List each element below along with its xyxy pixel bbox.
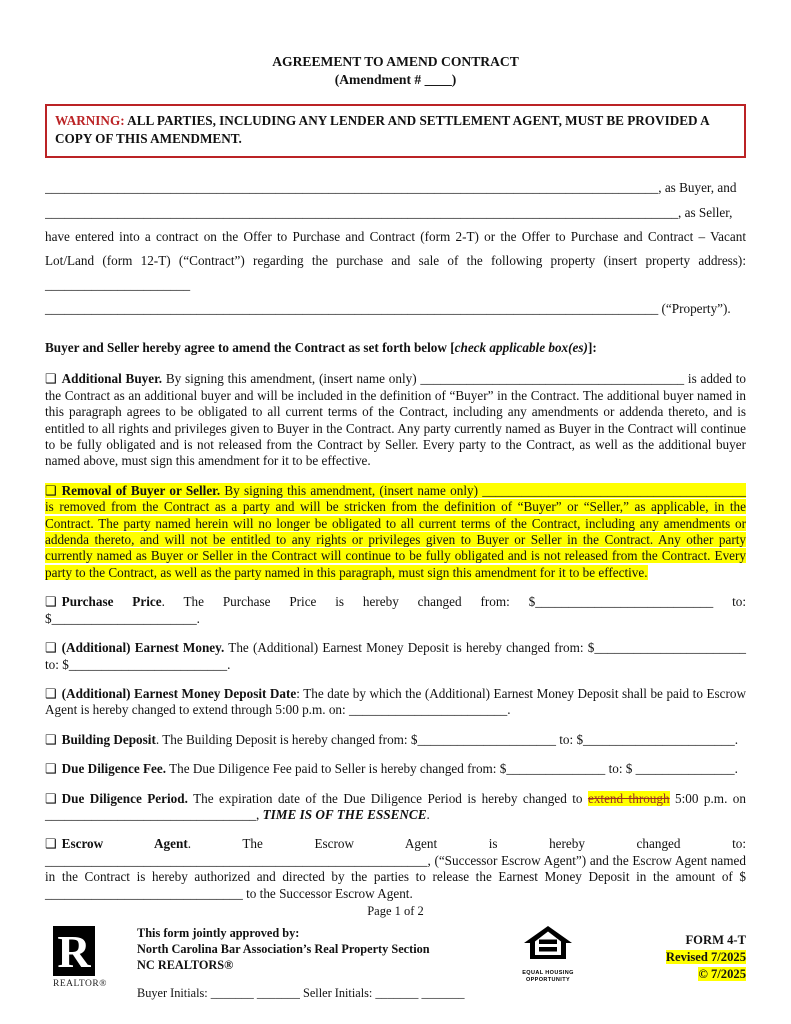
form-id-block [666, 932, 746, 983]
text-run: ______________________ [45, 277, 191, 292]
text-run: _____________________ [417, 731, 556, 747]
text-run: . [426, 806, 430, 822]
text-run: 5:00 p.m. on [669, 790, 746, 806]
removal-of-buyer-or-seller-checkbox[interactable]: ❑ [45, 482, 57, 498]
page-footer [45, 898, 746, 1024]
text-run: . The Escrow Agent is hereby changed to: [187, 836, 746, 852]
escrow-agent-checkbox[interactable]: ❑ [45, 836, 57, 852]
text-run: . [227, 656, 231, 672]
page-number: Page 1 of 2 [367, 904, 424, 918]
text-run: to: $ [45, 656, 69, 672]
text-run: ________________________________ [45, 806, 256, 822]
text-run: to the Successor Escrow Agent. [242, 885, 413, 901]
text-run: ________________________ [348, 702, 508, 718]
approval-block [137, 925, 430, 973]
agree-instruction [45, 340, 746, 356]
text-run: By signing this amendment, (insert name only) [220, 482, 483, 498]
text-run: TIME IS OF THE ESSENCE [262, 806, 427, 822]
escrow-agent [45, 836, 746, 902]
text-run: Additional Buyer. [61, 371, 163, 387]
text-run: _____________________________________________________________________________________________ [45, 301, 659, 316]
contract-intro [45, 225, 746, 321]
purchase-price-checkbox[interactable]: ❑ [45, 594, 57, 610]
additional-buyer [45, 371, 746, 469]
text-run: __________________________________________________________ [45, 852, 428, 868]
text-run: to: $ [555, 731, 584, 747]
text-run: . [196, 610, 200, 626]
text-run: _______________ [635, 761, 735, 777]
text-run: (Additional) Earnest Money. [61, 640, 225, 656]
realtor-logo [53, 926, 111, 989]
text-run: The (Additional) Earnest Money Deposit is hereby changed from: $ [224, 640, 595, 656]
text-run: , (“Successor Escrow Agent”) and the Escrow Agent named in the Contract is hereby authorized and directed by the parties to release the Earnest Money Deposit in the amount of $ [45, 852, 746, 885]
initials-line: Buyer Initials: _______ _______ Seller Initials: _______ _______ [137, 986, 465, 1000]
text-run: . The Building Deposit is hereby changed from: $ [155, 731, 418, 747]
form-copyright: © 7/2025 [698, 967, 746, 981]
text-run: ]: [587, 340, 597, 355]
text-run: . [507, 702, 511, 718]
party-line-buyer [45, 175, 746, 200]
text-run: to: $ [45, 594, 747, 626]
due-diligence-period [45, 791, 746, 824]
warning-label: WARNING: [55, 113, 125, 128]
text-run: . [734, 761, 738, 777]
removal-of-buyer-or-seller [45, 483, 746, 581]
text-run: _______________________ [583, 731, 735, 747]
due-diligence-fee-checkbox[interactable]: ❑ [45, 761, 57, 777]
approval-line-3: NC REALTORS® [137, 958, 234, 972]
text-run: to: $ [605, 761, 636, 777]
text-run: Removal of Buyer or Seller. [61, 482, 221, 498]
text-run: is removed from the Contract as a party and will be stricken from the definition of “Buyer” or “Seller,” as applicable, in the Contract. The party named herein will no longer be obligated to all current terms of the Contract, including any amendments or addenda thereto, and will not be entitled to any rights or privileges given to Buyer or Seller in the Contract. Any other party currently named as Buyer or Seller in the Contract will continue to be fully obligated and is not released from the Contract. Every party to the Contract, as well as the party named in this paragraph, must sign this amendment for it to be effective. [45, 499, 746, 580]
equal-housing-icon [523, 926, 573, 966]
text-run: The Due Diligence Fee paid to Seller is hereby changed from: $ [166, 761, 507, 777]
text-run: ______________________ [51, 610, 197, 626]
additional-earnest-money [45, 640, 746, 673]
document-body [45, 175, 746, 902]
text-run: have entered into a contract on the Offer to Purchase and Contract (form 2-T) or the Offer to Purchase and Contract – Vacant Lot/Land (form 12-T) (“Contract”) regarding the purchase and sale of the following property (insert property address): [45, 229, 746, 268]
text-run: By signing this amendment, (insert name only) [162, 371, 421, 387]
approval-line-2: North Carolina Bar Association’s Real Property Section [137, 942, 430, 956]
text-run: , as Seller, [678, 205, 733, 220]
text-run: Buyer and Seller hereby agree to amend the Contract as set forth below [ [45, 340, 455, 355]
building-deposit-checkbox[interactable]: ❑ [45, 731, 57, 747]
purchase-price [45, 594, 746, 627]
text-run: , as Buyer, and [658, 180, 737, 195]
warning-box [45, 104, 746, 158]
due-diligence-period-checkbox[interactable]: ❑ [45, 790, 57, 806]
text-run: _______________ [506, 761, 606, 777]
additional-buyer-checkbox[interactable]: ❑ [45, 371, 57, 387]
text-run: : The date by which the (Additional) Earnest Money Deposit shall be paid to Escrow Agent is hereby changed to extend through 5:00 p.m. on: [45, 685, 746, 718]
text-run: Purchase Price [61, 594, 162, 610]
party-line-seller [45, 200, 746, 225]
text-run: is added to the Contract as an additional buyer and will be included in the definition of “Buyer” in the Contract. The additional buyer named in this paragraph agrees to be obligated to all current terms of the Contract, including any amendments or addenda thereto, and is entitled to all rights and privileges given to Buyer in the Contract. Any party currently named as Buyer in the Contract will continue to be fully obligated and is not released from the Contract by Seller. Every party to the Contract, as well as the additional buyer named above, must sign this amendment for it to be effective. [45, 371, 746, 469]
warning-text: ALL PARTIES, INCLUDING ANY LENDER AND SETTLEMENT AGENT, MUST BE PROVIDED A COPY OF THIS AMENDMENT. [55, 113, 709, 146]
text-run: , [256, 806, 263, 822]
text-run: (“Property”). [658, 301, 731, 316]
earnest-money-deposit-date [45, 686, 746, 719]
text-run: The expiration date of the Due Diligence Period is hereby changed to [187, 790, 588, 806]
earnest-money-deposit-date-checkbox[interactable]: ❑ [45, 685, 57, 701]
text-run: ________________________________________________________________________________________________ [45, 205, 678, 220]
additional-earnest-money-checkbox[interactable]: ❑ [45, 640, 57, 656]
eho-text-line-1: EQUAL HOUSING [522, 970, 574, 976]
text-run: _______________________ [594, 640, 746, 656]
text-run: ________________________________________ [482, 482, 746, 498]
text-run: ______________________________ [45, 885, 243, 901]
document-title: AGREEMENT TO AMEND CONTRACT [272, 54, 519, 69]
text-run: Due Diligence Fee. [61, 761, 167, 777]
realtor-logo-label: REALTOR® [53, 979, 107, 989]
text-run: ________________________ [68, 656, 228, 672]
text-run: . The Purchase Price is hereby changed from: $ [161, 594, 536, 610]
text-run: check applicable box(es) [454, 340, 588, 355]
text-run: _____________________________________________________________________________________________ [45, 180, 659, 195]
due-diligence-fee [45, 761, 746, 777]
text-run: Building Deposit [61, 731, 156, 747]
approval-line-1: This form jointly approved by: [137, 926, 300, 940]
text-run: Due Diligence Period. [61, 790, 188, 806]
building-deposit [45, 732, 746, 748]
text-run: ________________________________________ [420, 371, 685, 387]
text-run: Escrow Agent [61, 836, 188, 852]
form-revised: Revised 7/2025 [665, 950, 746, 964]
text-run: . [734, 731, 738, 747]
text-run: ___________________________ [535, 594, 714, 610]
form-number: FORM 4-T [685, 933, 746, 947]
text-run: (Additional) Earnest Money Deposit Date [61, 685, 297, 701]
realtor-r-icon: R [53, 926, 95, 976]
removal-of-buyer-or-seller-highlight [45, 483, 746, 580]
text-run: extend through [587, 790, 670, 806]
eho-text-line-2: OPPORTUNITY [525, 976, 571, 983]
equal-housing-logo [513, 926, 583, 983]
document-subtitle: (Amendment # ____) [334, 72, 457, 87]
